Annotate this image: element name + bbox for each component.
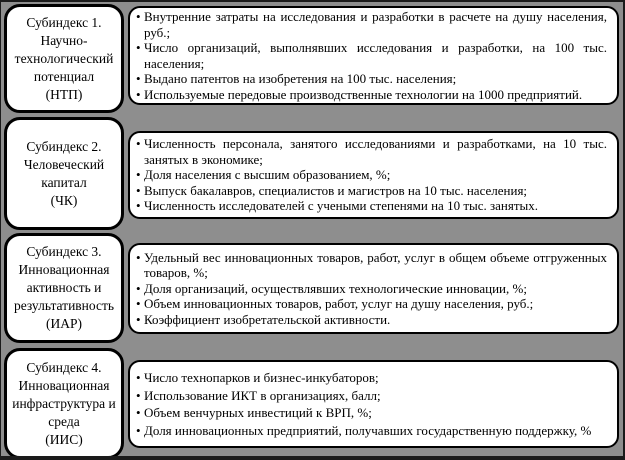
indicator-item [136, 167, 607, 183]
subindex-title-line: (ИАР) [46, 316, 82, 331]
bullet-icon: • [136, 422, 141, 438]
indicator-text: Число технопарков и бизнес-инкубаторов; [144, 370, 379, 385]
indicator-text: Выдано патентов на изобретения на 100 тыс. населения; [144, 71, 457, 86]
indicator-text: Доля инновационных предприятий, получавших государственную поддержку, % [144, 422, 592, 438]
subindex-title-line: Научно- [40, 32, 88, 48]
subindex-title-line: инфраструктура и [12, 395, 116, 411]
bullet-icon: • [136, 280, 141, 296]
bullet-icon: • [136, 182, 141, 198]
indicator-item [136, 40, 607, 71]
subindex-title-line: технологический [14, 50, 114, 66]
subindex-title-line: потенциал [33, 68, 95, 84]
indicator-item [136, 87, 607, 103]
bullet-icon: • [136, 40, 141, 55]
bullet-icon: • [136, 370, 141, 385]
indicator-text: Выпуск бакалавров, специалистов и магистров на 10 тыс. населения; [144, 182, 528, 198]
bullet-icon: • [136, 405, 141, 420]
bullet-icon: • [136, 249, 141, 265]
bullet-icon: • [136, 136, 141, 152]
indicator-text: Объем венчурных инвестиций к ВРП, %; [144, 405, 372, 420]
subindex-title-line: среда [48, 413, 80, 429]
indicator-item [136, 370, 607, 386]
subindex-title-line: результативность [13, 298, 115, 313]
subindex-title-line: Инновационная [18, 262, 110, 277]
subindex-title-line: Субиндекс 2. [26, 138, 102, 154]
indicator-item [136, 136, 607, 167]
subindex-title-line: активность и [26, 280, 102, 295]
indicator-text: Доля населения с высшим образованием, %; [144, 167, 391, 183]
subindex-title-line: (ЧК) [50, 192, 78, 208]
indicator-item [136, 250, 607, 281]
indicator-text: Объем инновационных товаров, работ, услуг на душу населения, руб.; [144, 296, 534, 312]
bullet-icon: • [136, 311, 141, 327]
subindex-1-indicator-box [128, 6, 619, 105]
indicator-item [136, 423, 607, 439]
indicator-item [136, 183, 607, 199]
indicator-item [136, 388, 607, 404]
indicator-item [136, 296, 607, 312]
subindex-4-label-box [4, 348, 124, 459]
subindex-title-line: (НТП) [45, 86, 83, 102]
bullet-icon: • [136, 71, 141, 86]
bullet-icon: • [136, 198, 141, 214]
bullet-icon: • [136, 296, 141, 312]
bullet-icon: • [136, 167, 141, 183]
subindex-3-label-box [4, 233, 124, 343]
indicator-item [136, 198, 607, 214]
indicator-item [136, 9, 607, 40]
subindex-title-line: Субиндекс 1. [26, 14, 102, 30]
indicator-text: Численность персонала, занятого исследованиями и разработками, на 10 тыс. занятых в экономике; [144, 136, 607, 167]
indicator-item [136, 312, 607, 328]
indicator-text: Использование ИКТ в организациях, балл; [144, 387, 381, 403]
subindex-4-indicator-box [128, 360, 619, 448]
subindex-title-line: (ИИС) [45, 431, 83, 447]
subindex-title-line: Человеческий [23, 156, 105, 172]
indicator-text: Доля организаций, осуществлявших технологические инновации, %; [144, 280, 527, 296]
subindex-2-indicator-box [128, 131, 619, 219]
subindex-1-label-box [4, 4, 124, 113]
indicator-item [136, 405, 607, 421]
indicator-text: Численность исследователей с учеными степенями на 10 тыс. занятых. [144, 198, 539, 214]
subindex-3-indicator-box [128, 243, 619, 334]
indicator-text: Удельный вес инновационных товаров, работ, услуг в общем объеме отгруженных товаров, %; [144, 249, 607, 281]
bullet-icon: • [136, 86, 141, 102]
indicator-text: Число организаций, выполнявших исследования и разработки, на 100 тыс. населения; [144, 40, 607, 71]
indicator-item [136, 71, 607, 87]
indicator-text: Используемые передовые производственные технологии на 1000 предприятий. [144, 86, 583, 102]
indicator-text: Коэффициент изобретательской активности. [144, 311, 391, 327]
subindex-title-line: Субиндекс 4. [26, 359, 102, 375]
indicator-item [136, 281, 607, 297]
indicator-text: Внутренние затраты на исследования и разработки в расчете на душу населения, руб.; [144, 9, 607, 40]
bullet-icon: • [136, 387, 141, 403]
subindex-title-line: Инновационная [18, 377, 110, 393]
subindex-title-line: Субиндекс 3. [26, 244, 102, 259]
subindex-title-line: капитал [41, 174, 87, 190]
bullet-icon: • [136, 9, 141, 24]
subindex-2-label-box [4, 117, 124, 230]
